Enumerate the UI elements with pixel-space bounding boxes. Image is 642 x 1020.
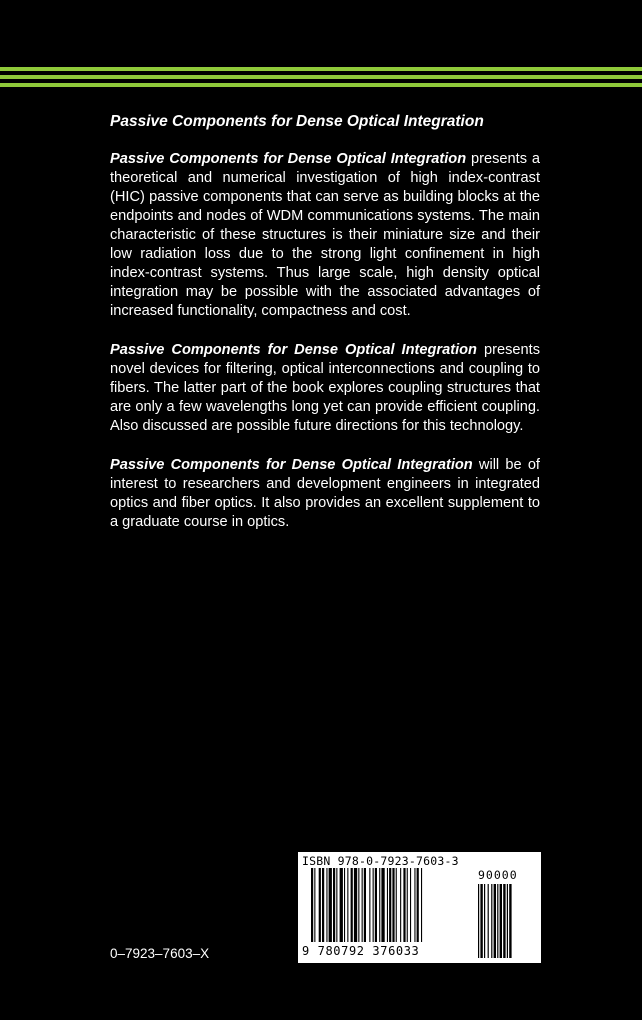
back-cover-text (110, 112, 540, 552)
barcode-addon-bar (509, 884, 511, 958)
book-title: Passive Components for Dense Optical Integration (110, 113, 484, 130)
barcode-bar (400, 868, 401, 942)
green-stripe-top (0, 67, 642, 71)
barcode-bar (362, 868, 363, 942)
paragraph-lead-title: Passive Components for Dense Optical Integration (110, 342, 477, 359)
barcode-bar (314, 868, 315, 942)
barcode-bar (322, 868, 324, 942)
barcode-bar (387, 868, 388, 942)
description-paragraph-3 (110, 456, 540, 532)
barcode-bar (354, 868, 357, 942)
barcode-bar (410, 868, 411, 942)
barcode-bar (379, 868, 380, 942)
barcode-bar (347, 868, 348, 942)
description-paragraph-2 (110, 341, 540, 436)
barcode-bar (329, 868, 332, 942)
barcode-bar (340, 868, 343, 942)
paragraph-body: presents a theoretical and numerical investigation of high index-contrast (HIC) passive components that can serve as building blocks at the endpoints and nodes of WDM communications systems. The main characteristic of these structures is their miniature size and their low radiation loss due to the strong light confinement in high index-contrast systems. Thus large scale, high density optical integration may be possible with the associated advantages of increased functionality, compactness and cost. (110, 151, 540, 320)
barcode-bar (389, 868, 391, 942)
isbn-barcode (298, 852, 541, 963)
paragraph-body: presents novel devices for filtering, optical interconnections and coupling to fibers. The latter part of the book explores coupling structures that are only a few wavelengths long yet can provide efficient coupling. Also discussed are possible future directions for this technology. (110, 342, 540, 435)
barcode-bar (358, 868, 359, 942)
barcode-addon-bar (494, 884, 496, 958)
green-stripe-middle (0, 75, 642, 79)
barcode-bar (369, 868, 370, 942)
barcode-addon-bar (500, 884, 502, 958)
paragraph-body: will be of interest to researchers and development engineers in integrated optics and fiber optics. It also provides an excellent supplement to a graduate course in optics. (110, 457, 540, 531)
barcode-addon-bar (503, 884, 505, 958)
barcode-bar (351, 868, 353, 942)
green-stripe-bottom (0, 83, 642, 87)
barcode-ean-digits: 9 780792 376033 (302, 944, 420, 958)
barcode-addon-bar (488, 884, 489, 958)
barcode-addon-bar (491, 884, 492, 958)
barcode-bar (396, 868, 397, 942)
barcode-bar (403, 868, 405, 942)
barcode-addon-bar (507, 884, 508, 958)
paragraph-lead-title: Passive Components for Dense Optical Integration (110, 457, 473, 474)
barcode-bar (417, 868, 419, 942)
barcode-bar (344, 868, 345, 942)
barcode-bar (421, 868, 422, 942)
barcode-addon-bar (478, 884, 479, 958)
isbn-number: 0–7923–7603–X (110, 946, 210, 961)
barcode-bar (373, 868, 374, 942)
barcode-bar (311, 868, 313, 942)
barcode-isbn-label: ISBN 978-0-7923-7603-3 (302, 854, 459, 868)
paragraph-lead-title: Passive Components for Dense Optical Integration (110, 151, 467, 168)
barcode-bar (414, 868, 415, 942)
description-paragraph-1 (110, 150, 540, 321)
barcode-bar (364, 868, 366, 942)
barcode-addon-bar (480, 884, 482, 958)
barcode-bar (392, 868, 394, 942)
barcode-bar (336, 868, 337, 942)
barcode-addon-number: 90000 (478, 868, 518, 882)
barcode-bar (407, 868, 408, 942)
barcode-bar (375, 868, 377, 942)
barcode-bar (333, 868, 335, 942)
barcode-addon-bar (497, 884, 498, 958)
barcode-bar (326, 868, 327, 942)
barcode-bar (319, 868, 321, 942)
barcode-addon-bar (484, 884, 485, 958)
barcode-bar (381, 868, 384, 942)
